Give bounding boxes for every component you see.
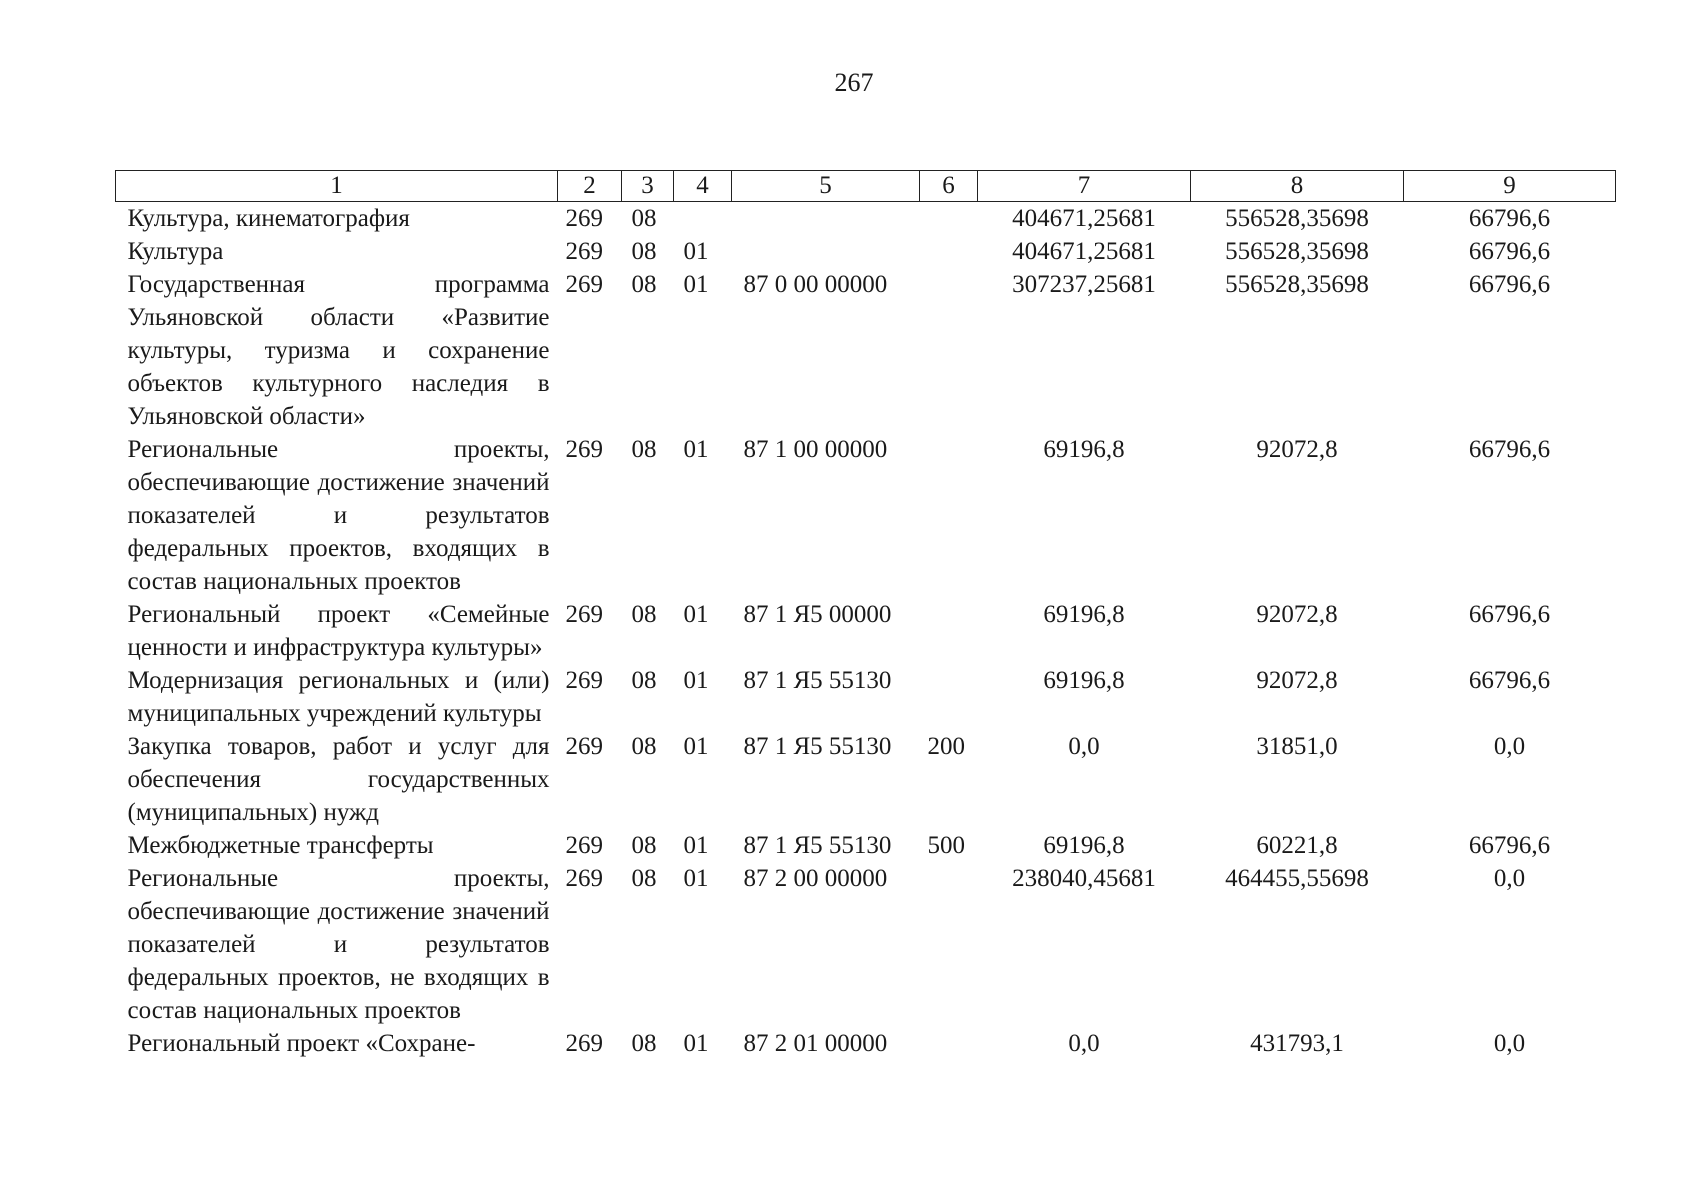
- cell-expense-type: 200: [927, 733, 965, 760]
- column-header: 6: [920, 171, 978, 202]
- cell-amount-9: 66796,6: [1468, 238, 1551, 265]
- cell-amount-9: 0,0: [1493, 865, 1526, 892]
- cell-target-code: 87 1 Я5 00000: [743, 601, 892, 628]
- column-header: 4: [674, 171, 732, 202]
- cell-section-code: 08: [631, 832, 657, 859]
- row-name: Государственная программа Ульяновской области «Развитие культуры, туризма и сохранение объектов культурного наследия в Ульяновской области»: [127, 271, 550, 430]
- cell-amount-7: 69196,8: [1043, 832, 1125, 859]
- table-row: [116, 862, 1616, 1027]
- column-header: 5: [732, 171, 920, 202]
- table-row: [116, 202, 1616, 236]
- cell-amount-7: 0,0: [1068, 733, 1100, 760]
- cell-amount-9: 0,0: [1493, 1030, 1526, 1057]
- budget-table: [115, 170, 1616, 1060]
- cell-ministry-code: 269: [565, 601, 603, 628]
- cell-section-code: 08: [631, 205, 657, 232]
- table-row: [116, 598, 1616, 664]
- cell-target-code: 87 0 00 00000: [743, 271, 888, 298]
- cell-amount-7: 69196,8: [1043, 667, 1125, 694]
- row-name: Модернизация региональных и (или) муниципальных учреждений культуры: [127, 667, 550, 727]
- column-header: 8: [1191, 171, 1404, 202]
- cell-ministry-code: 269: [565, 733, 603, 760]
- table-row: [116, 433, 1616, 598]
- cell-target-code: [732, 235, 920, 268]
- cell-expense-type: [920, 598, 978, 664]
- cell-subsection-code: 01: [683, 1030, 709, 1057]
- cell-ministry-code: 269: [565, 205, 603, 232]
- row-name: Культура, кинематография: [127, 205, 410, 232]
- table-header-row: [116, 171, 1616, 202]
- cell-target-code: 87 1 00 00000: [743, 436, 888, 463]
- cell-ministry-code: 269: [565, 832, 603, 859]
- cell-expense-type: 500: [927, 832, 965, 859]
- cell-amount-9: 66796,6: [1468, 205, 1551, 232]
- cell-amount-9: 0,0: [1493, 733, 1526, 760]
- cell-ministry-code: 269: [565, 865, 603, 892]
- cell-expense-type: [920, 664, 978, 730]
- cell-amount-8: 556528,35698: [1225, 271, 1369, 298]
- cell-amount-7: 404671,25681: [1012, 205, 1156, 232]
- cell-amount-8: 464455,55698: [1225, 865, 1369, 892]
- column-header: 1: [116, 171, 558, 202]
- row-name: Региональный проект «Сохране-: [127, 1030, 476, 1057]
- cell-ministry-code: 269: [565, 436, 603, 463]
- cell-amount-8: 92072,8: [1256, 601, 1338, 628]
- cell-amount-8: 556528,35698: [1225, 238, 1369, 265]
- column-header: 2: [558, 171, 622, 202]
- row-name: Культура: [127, 238, 224, 265]
- cell-expense-type: [920, 235, 978, 268]
- row-name: Региональные проекты, обеспечивающие достижение значений показателей и результатов федеральных проектов, не входящих в состав национальных проектов: [127, 865, 550, 1024]
- table-row: [116, 730, 1616, 829]
- cell-expense-type: [920, 433, 978, 598]
- cell-expense-type: [920, 862, 978, 1027]
- cell-amount-7: 0,0: [1068, 1030, 1100, 1057]
- cell-amount-9: 66796,6: [1468, 832, 1551, 859]
- cell-subsection-code: 01: [683, 667, 709, 694]
- row-name: Региональные проекты, обеспечивающие достижение значений показателей и результатов федеральных проектов, входящих в состав национальных проектов: [127, 436, 550, 595]
- column-header: 9: [1404, 171, 1616, 202]
- table-body: [116, 202, 1616, 1061]
- cell-section-code: 08: [631, 271, 657, 298]
- cell-amount-7: 69196,8: [1043, 601, 1125, 628]
- column-header: 7: [978, 171, 1191, 202]
- cell-section-code: 08: [631, 865, 657, 892]
- cell-amount-9: 66796,6: [1468, 601, 1551, 628]
- cell-subsection-code: 01: [683, 832, 709, 859]
- cell-ministry-code: 269: [565, 1030, 603, 1057]
- cell-section-code: 08: [631, 238, 657, 265]
- cell-amount-8: 92072,8: [1256, 436, 1338, 463]
- cell-target-code: 87 1 Я5 55130: [743, 832, 892, 859]
- cell-amount-8: 31851,0: [1256, 733, 1338, 760]
- row-name: Региональный проект «Семейные ценности и инфраструктура культуры»: [127, 601, 550, 661]
- cell-target-code: [732, 202, 920, 236]
- cell-amount-8: 60221,8: [1256, 832, 1338, 859]
- cell-amount-9: 66796,6: [1468, 436, 1551, 463]
- cell-ministry-code: 269: [565, 667, 603, 694]
- row-name: Закупка товаров, работ и услуг для обеспечения государственных (муниципальных) нужд: [127, 733, 550, 826]
- table-row: [116, 1027, 1616, 1060]
- table-row: [116, 235, 1616, 268]
- cell-amount-7: 238040,45681: [1012, 865, 1156, 892]
- cell-amount-8: 92072,8: [1256, 667, 1338, 694]
- cell-section-code: 08: [631, 601, 657, 628]
- cell-subsection-code: 01: [683, 865, 709, 892]
- cell-amount-7: 404671,25681: [1012, 238, 1156, 265]
- table-row: [116, 268, 1616, 433]
- cell-amount-9: 66796,6: [1468, 271, 1551, 298]
- cell-section-code: 08: [631, 436, 657, 463]
- cell-amount-8: 556528,35698: [1225, 205, 1369, 232]
- cell-subsection-code: 01: [683, 601, 709, 628]
- row-name: Межбюджетные трансферты: [127, 832, 434, 859]
- cell-amount-8: 431793,1: [1250, 1030, 1344, 1057]
- page-number: 267: [834, 68, 874, 97]
- cell-subsection-code: [674, 202, 732, 236]
- cell-section-code: 08: [631, 733, 657, 760]
- cell-amount-7: 69196,8: [1043, 436, 1125, 463]
- cell-subsection-code: 01: [683, 271, 709, 298]
- table-row: [116, 829, 1616, 862]
- cell-ministry-code: 269: [565, 271, 603, 298]
- cell-target-code: 87 2 01 00000: [743, 1030, 888, 1057]
- cell-expense-type: [920, 1027, 978, 1060]
- cell-subsection-code: 01: [683, 733, 709, 760]
- cell-expense-type: [920, 202, 978, 236]
- cell-ministry-code: 269: [565, 238, 603, 265]
- cell-subsection-code: 01: [683, 436, 709, 463]
- cell-section-code: 08: [631, 667, 657, 694]
- cell-target-code: 87 1 Я5 55130: [743, 733, 892, 760]
- table-row: [116, 664, 1616, 730]
- cell-section-code: 08: [631, 1030, 657, 1057]
- cell-subsection-code: 01: [683, 238, 709, 265]
- cell-amount-7: 307237,25681: [1012, 271, 1156, 298]
- cell-target-code: 87 1 Я5 55130: [743, 667, 892, 694]
- cell-expense-type: [920, 268, 978, 433]
- cell-amount-9: 66796,6: [1468, 667, 1551, 694]
- cell-target-code: 87 2 00 00000: [743, 865, 888, 892]
- column-header: 3: [622, 171, 674, 202]
